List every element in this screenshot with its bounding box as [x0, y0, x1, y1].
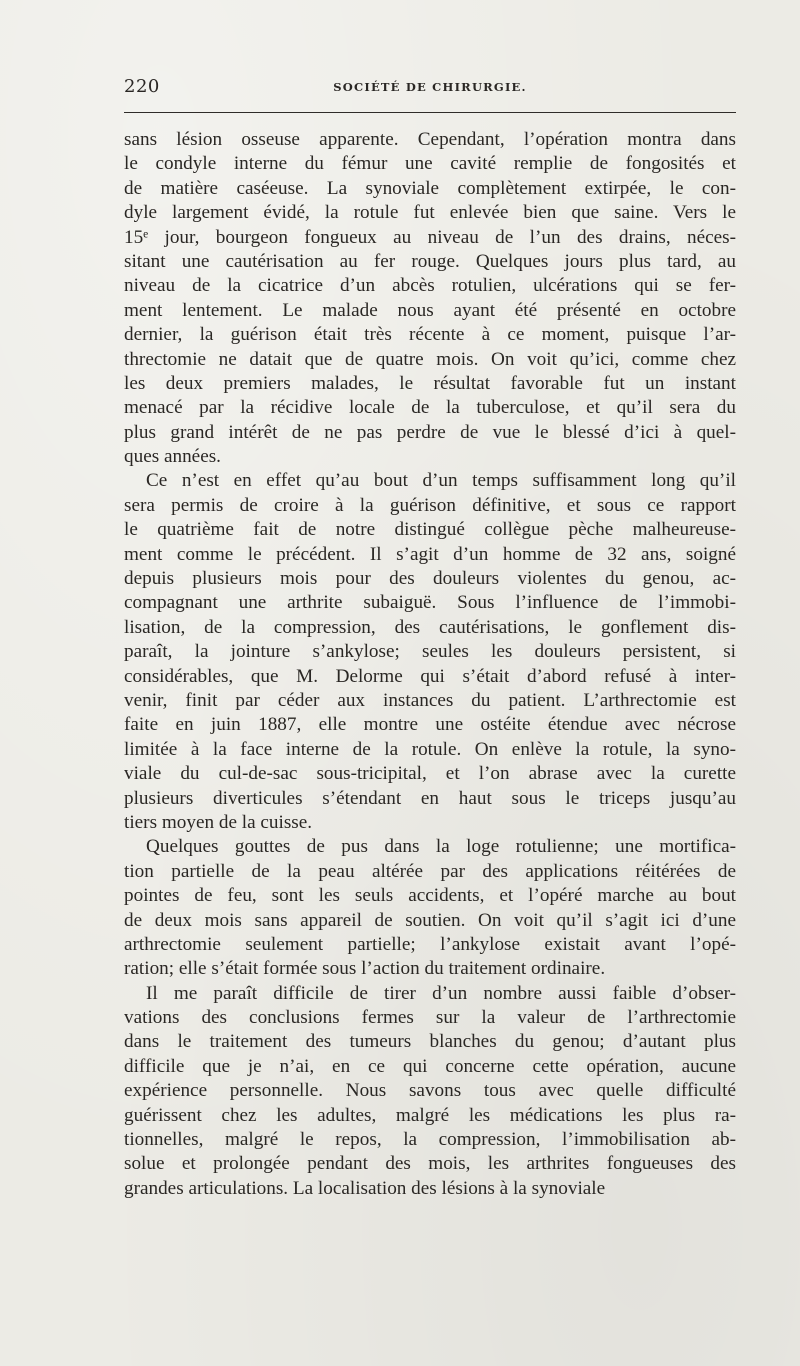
text-line: niveau de la cicatrice d’un abcès rotulien, ulcérations qui se fer- — [124, 275, 736, 297]
text-line: tionnelles, malgré le repos, la compression, l’immobilisation ab- — [124, 1129, 736, 1151]
text-line: de matière caséeuse. La synoviale complètement extirpée, le con- — [124, 177, 736, 199]
text-line: expérience personnelle. Nous savons tous avec quelle difficulté — [124, 1080, 736, 1102]
text-line: sera permis de croire à la guérison définitive, et sous ce rapport — [124, 494, 736, 516]
header-rule — [124, 112, 736, 113]
text-line: tiers moyen de la cuisse. — [124, 811, 313, 833]
text-line: de deux mois sans appareil de soutien. On voit qu’il s’agit ici d’une — [124, 909, 736, 931]
text-line: plusieurs diverticules s’étendant en haut sous le triceps jusqu’au — [124, 787, 736, 809]
paragraph — [124, 982, 736, 1202]
text-line: faite en juin 1887, elle montre une ostéite étendue avec nécrose — [124, 714, 736, 736]
text-line: considérables, que M. Delorme qui s’était d’abord refusé à inter- — [124, 665, 736, 687]
text-line: 15ᵉ jour, bourgeon fongueux au niveau de l’un des drains, néces- — [124, 226, 736, 248]
body-text — [124, 128, 736, 1201]
text-line: sans lésion osseuse apparente. Cependant, l’opération montra dans — [124, 129, 736, 150]
text-line: ration; elle s’était formée sous l’action du traitement ordinaire. — [124, 958, 606, 980]
text-line: tion partielle de la peau altérée par des applications réitérées de — [124, 860, 736, 882]
text-line: pointes de feu, sont les seuls accidents, et l’opéré marche au bout — [124, 885, 736, 907]
text-line: ques années. — [124, 446, 221, 468]
running-title: SOCIÉTÉ DE CHIRURGIE. — [333, 80, 527, 94]
text-line: solue et prolongée pendant des mois, les arthrites fongueuses des — [124, 1153, 736, 1175]
text-line: sitant une cautérisation au fer rouge. Quelques jours plus tard, au — [124, 250, 736, 272]
paragraph — [124, 469, 736, 835]
page-header — [124, 76, 736, 100]
paragraph — [124, 128, 736, 469]
text-line: viale du cul-de-sac sous-tricipital, et l’on abrase avec la curette — [124, 763, 736, 785]
text-line: vations des conclusions fermes sur la valeur de l’arthrectomie — [124, 1007, 736, 1029]
text-line: Quelques gouttes de pus dans la loge rotulienne; une mortifica- — [146, 836, 736, 858]
text-line: difficile que je n’ai, en ce qui concerne cette opération, aucune — [124, 1055, 736, 1077]
text-line: limitée à la face interne de la rotule. On enlève la rotule, la syno- — [124, 738, 736, 760]
text-line: menacé par la récidive locale de la tuberculose, et qu’il sera du — [124, 397, 736, 419]
text-line: lisation, de la compression, des cautérisations, le gonflement dis- — [124, 616, 736, 638]
text-line: plus grand intérêt de ne pas perdre de vue le blessé d’ici à quel- — [124, 421, 736, 443]
text-line: depuis plusieurs mois pour des douleurs violentes du genou, ac- — [124, 568, 736, 590]
text-line: dyle largement évidé, la rotule fut enlevée bien que saine. Vers le — [124, 202, 736, 224]
text-line: venir, finit par céder aux instances du patient. L’arthrectomie est — [124, 689, 736, 711]
text-line: Il me paraît difficile de tirer d’un nombre aussi faible d’obser- — [146, 982, 736, 1004]
text-line: ment comme le précédent. Il s’agit d’un homme de 32 ans, soigné — [124, 543, 736, 565]
page-number: 220 — [124, 76, 160, 97]
text-line: compagnant une arthrite subaiguë. Sous l’influence de l’immobi- — [124, 592, 736, 614]
text-line: grandes articulations. La localisation des lésions à la synoviale — [124, 1177, 606, 1199]
text-line: dernier, la guérison était très récente à ce moment, puisque l’ar- — [124, 324, 736, 346]
text-line: le condyle interne du fémur une cavité remplie de fongosités et — [124, 153, 736, 175]
text-line: dans le traitement des tumeurs blanches du genou; d’autant plus — [124, 1031, 736, 1053]
text-line: le quatrième fait de notre distingué collègue pèche malheureuse- — [124, 519, 736, 541]
text-line: Ce n’est en effet qu’au bout d’un temps suffisamment long qu’il — [146, 470, 736, 492]
text-line: les deux premiers malades, le résultat favorable fut un instant — [124, 372, 736, 394]
text-line: arthrectomie seulement partielle; l’ankylose existait avant l’opé- — [124, 933, 736, 955]
text-line: threctomie ne datait que de quatre mois. On voit qu’ici, comme chez — [124, 348, 736, 370]
paragraph — [124, 835, 736, 981]
text-line: ment lentement. Le malade nous ayant été présenté en octobre — [124, 299, 736, 321]
text-line: paraît, la jointure s’ankylose; seules les douleurs persistent, si — [124, 641, 736, 663]
text-line: guérissent chez les adultes, malgré les médications les plus ra- — [124, 1104, 736, 1126]
